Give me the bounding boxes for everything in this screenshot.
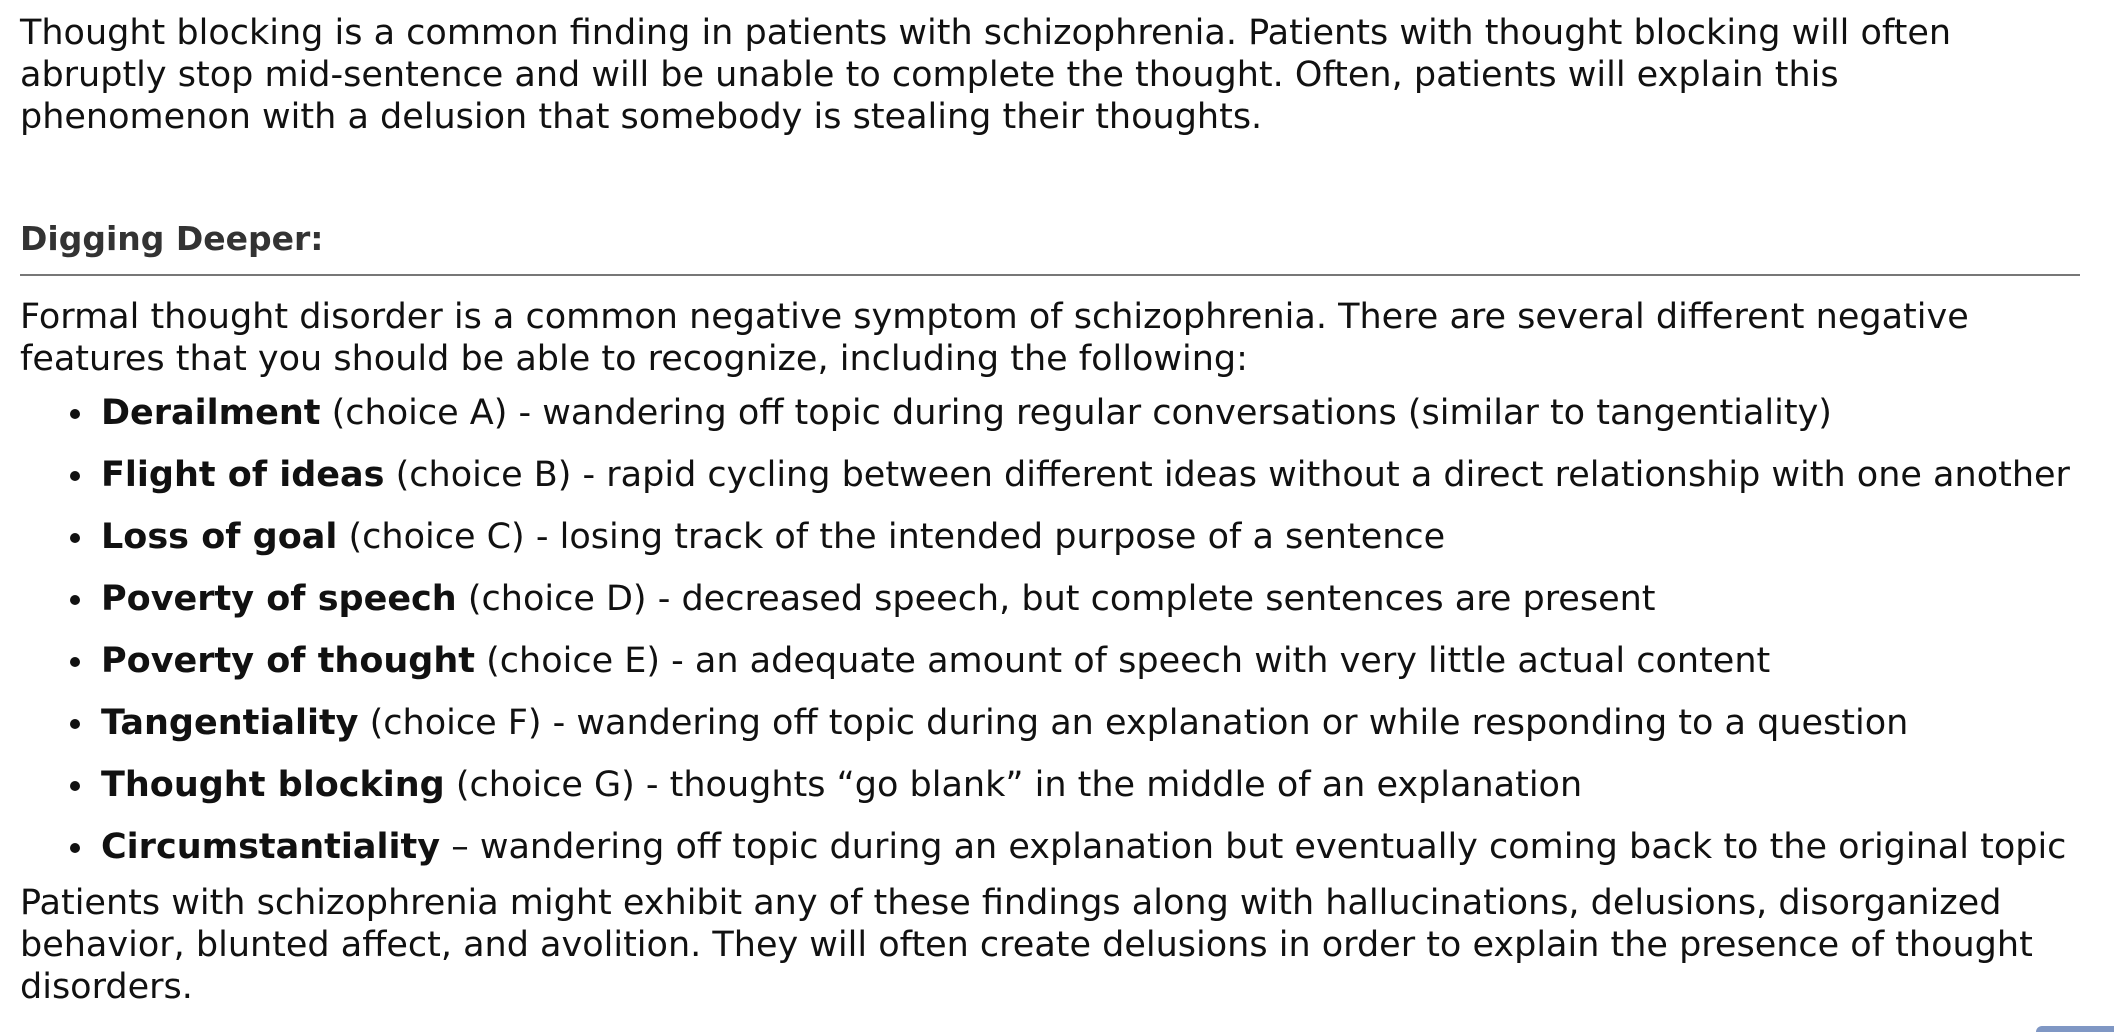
list-item-description: (choice C) - losing track of the intended purpose of a sentence	[337, 517, 1446, 557]
corner-tab[interactable]	[2036, 1026, 2114, 1032]
section-intro-paragraph: Formal thought disorder is a common negative symptom of schizophrenia. There are several different negative features that you should be able to recognize, including the following:	[20, 297, 1969, 379]
list-item-description: (choice B) - rapid cycling between different ideas without a direct relationship with one another	[384, 455, 2070, 495]
section-divider	[20, 274, 2080, 276]
list-item-description: (choice G) - thoughts “go blank” in the middle of an explanation	[444, 765, 1583, 805]
list-item-description: – wandering off topic during an explanation but eventually coming back to the original topic	[440, 827, 2067, 867]
bullet-icon	[70, 719, 80, 729]
section-heading: Digging Deeper:	[20, 219, 324, 258]
list-item	[20, 826, 2080, 888]
bullet-icon	[70, 781, 80, 791]
bullet-icon	[70, 409, 80, 419]
bullet-icon	[70, 657, 80, 667]
list-item-term: Loss of goal	[101, 517, 338, 557]
list-item	[20, 392, 2080, 454]
list-item-description: (choice D) - decreased speech, but complete sentences are present	[456, 579, 1656, 619]
list-item-description: (choice F) - wandering off topic during an explanation or while responding to a question	[358, 703, 1909, 743]
thought-disorder-list	[20, 392, 2080, 888]
bullet-icon	[70, 471, 80, 481]
list-item-term: Tangentiality	[101, 703, 359, 743]
list-item-term: Circumstantiality	[101, 827, 441, 867]
bullet-icon	[70, 595, 80, 605]
explanation-content	[20, 12, 2080, 1008]
list-item	[20, 516, 2080, 578]
conclusion-paragraph: Patients with schizophrenia might exhibit any of these findings along with hallucinations, delusions, disorganized behavior, blunted affect, and avolition. They will often create delusions in order to explain the presence of thought disorders.	[20, 883, 2033, 1007]
list-item-description: (choice E) - an adequate amount of speech with very little actual content	[475, 641, 1771, 681]
list-item	[20, 702, 2080, 764]
list-item-term: Poverty of thought	[101, 641, 476, 681]
list-item	[20, 640, 2080, 702]
list-item	[20, 454, 2080, 516]
list-item-term: Poverty of speech	[101, 579, 457, 619]
list-item-description: (choice A) - wandering off topic during regular conversations (similar to tangentiality)	[320, 393, 1832, 433]
list-item	[20, 578, 2080, 640]
bullet-icon	[70, 533, 80, 543]
bullet-icon	[70, 843, 80, 853]
list-item	[20, 764, 2080, 826]
list-item-term: Flight of ideas	[101, 455, 385, 495]
list-item-term: Thought blocking	[101, 765, 445, 805]
list-item-term: Derailment	[101, 393, 321, 433]
intro-paragraph: Thought blocking is a common finding in patients with schizophrenia. Patients with thought blocking will often abruptly stop mid-sentence and will be unable to complete the thought. Often, patients will explain this phenomenon with a delusion that somebody is stealing their thoughts.	[20, 13, 1952, 137]
